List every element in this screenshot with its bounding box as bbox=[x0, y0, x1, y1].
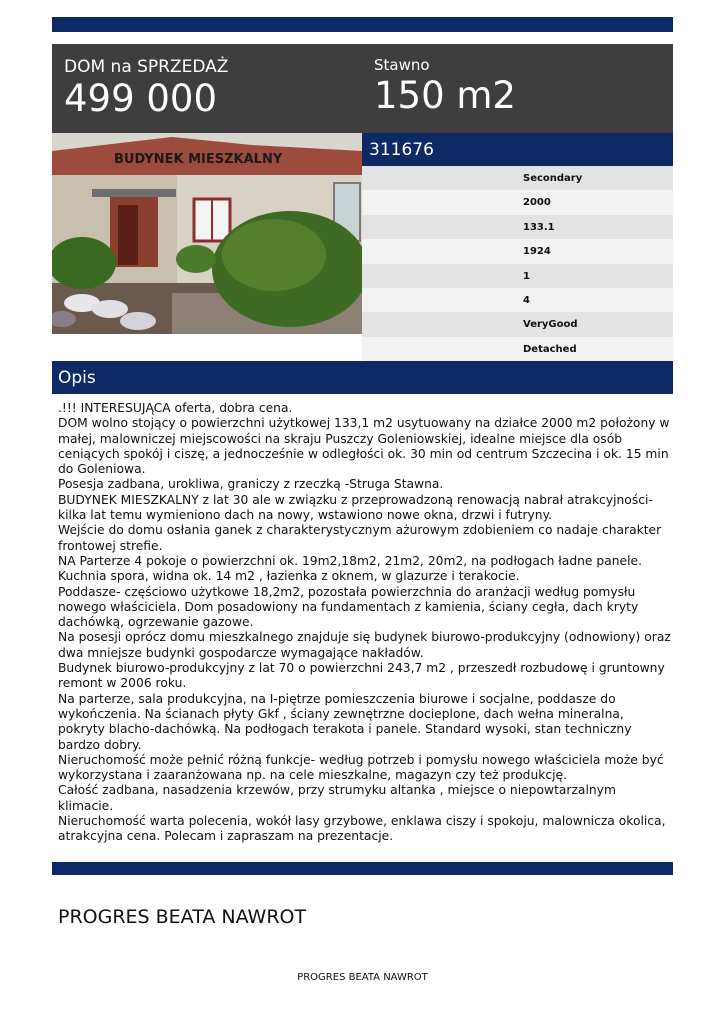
description-paragraph: Nieruchomość warta polecenia, wokół lasy grzybowe, enklawa ciszy i spokoju, malownicza okolica, atrakcyjna cena. Polecam i zapraszam na prezentacje. bbox=[58, 814, 666, 844]
listing-summary bbox=[52, 44, 673, 133]
detail-value: 4 bbox=[523, 294, 530, 306]
detail-value: 133.1 bbox=[523, 221, 555, 233]
description-heading: Opis bbox=[58, 368, 96, 388]
listing-type: DOM na SPRZEDAŻ bbox=[64, 57, 229, 77]
listing-location: Stawno bbox=[374, 56, 430, 74]
detail-value: 1 bbox=[523, 270, 530, 282]
description-paragraph: NA Parterze 4 pokoje o powierzchni ok. 19m2,18m2, 21m2, 20m2, na podłogach ładne panele. bbox=[58, 553, 642, 568]
details-row bbox=[362, 337, 673, 361]
details-row bbox=[362, 312, 673, 336]
description-paragraph: Na parterze, sala produkcyjna, na I-piętrze pomieszczenia biurowe i socjalne, poddasze do wykończenia. Na ścianach płyty Gkf , ściany zewnętrzne docieplone, dach wełna mineralna, pokryty blacho-dachówką. Na podłogach terakota i panele. Standard wysoki, stan techniczny bardzo dobry. bbox=[58, 691, 632, 752]
photo-sign-text: BUDYNEK MIESZKALNY bbox=[114, 152, 283, 167]
header-accent-bar bbox=[52, 17, 673, 32]
description-paragraph: Wejście do domu osłania ganek z charakterystycznym ażurowym zdobieniem co nadaje charakter frontowej strefie. bbox=[58, 523, 662, 553]
listing-id: 311676 bbox=[369, 140, 434, 160]
details-row bbox=[362, 166, 673, 190]
detail-value: 1924 bbox=[523, 246, 551, 258]
description-text bbox=[58, 401, 673, 845]
details-row bbox=[362, 288, 673, 312]
description-paragraph: Nieruchomość może pełnić różną funkcje- według potrzeb i pomysłu nowego właściciela może być wykorzystana i zaaranżowana np. na cele mieszkalne, magazyn czy też produkcję. bbox=[58, 752, 664, 783]
detail-value: Secondary bbox=[523, 173, 583, 184]
footer-accent-bar bbox=[52, 862, 673, 875]
description-paragraph: Poddasze- częściowo użytkowe 18,2m2, pozostała powierzchnia do aranżacji według pomysłu nowego właściciela. Dom posadowiony na fundamentach z kamienia, ściany cegła, dach kryty dachówką, ogrzewanie gazowe. bbox=[58, 584, 639, 630]
detail-value: Detached bbox=[523, 343, 577, 355]
detail-value: VeryGood bbox=[523, 319, 578, 331]
description-paragraph: BUDYNEK MIESZKALNY z lat 30 ale w związku z przeprowadzoną renowacją nabrał atrakcyjności-kilka lat temu wymieniono dach na nowy, wstawiono nowe okna, drzwi i futryny. bbox=[58, 492, 653, 523]
description-paragraph: .!!! INTERESUJĄCA oferta, dobra cena. bbox=[58, 401, 293, 415]
listing-id-bar bbox=[362, 133, 673, 166]
property-photo bbox=[52, 133, 362, 334]
description-paragraph: Posesja zadbana, urokliwa, graniczy z rzeczką -Struga Stawna. bbox=[58, 477, 444, 492]
details-table bbox=[362, 166, 673, 361]
listing-price: 499 000 bbox=[64, 77, 218, 120]
detail-value: 2000 bbox=[523, 197, 551, 209]
page-footer: PROGRES BEATA NAWROT bbox=[297, 972, 428, 983]
details-row bbox=[362, 239, 673, 263]
description-paragraph: Całość zadbana, nasadzenia krzewów, przy strumyku altanka , miejsce o niepowtarzalnym klimacie. bbox=[58, 783, 616, 813]
details-row bbox=[362, 215, 673, 239]
description-paragraph: Na posesji oprócz domu mieszkalnego znajduje się budynek biurowo-produkcyjny (odnowiony) oraz dwa mniejsze budynki gospodarcze wymagające nakładów. bbox=[58, 630, 671, 660]
agency-name: PROGRES BEATA NAWROT bbox=[58, 906, 307, 928]
listing-area: 150 m2 bbox=[374, 74, 516, 117]
description-paragraph: Kuchnia spora, widna ok. 14 m2 , łazienka z oknem, w glazurze i terakocie. bbox=[58, 569, 520, 584]
description-paragraph: DOM wolno stojący o powierzchni użytkowej 133,1 m2 usytuowany na działce 2000 m2 położony w małej, malowniczej miejscowości na skraju Puszczy Goleniowskiej, idealne miejsce dla osób ceniących spokój i ciszę, a jednocześnie w odległości ok. 30 min od centrum Szczecina i ok. 15 min do Goleniowa. bbox=[58, 416, 670, 477]
description-header bbox=[52, 361, 673, 394]
details-row bbox=[362, 264, 673, 288]
description-paragraph: Budynek biurowo-produkcyjny z lat 70 o powierzchni 243,7 m2 , przeszedł rozbudowę i gruntowny remont w 2006 roku. bbox=[58, 661, 665, 691]
details-row bbox=[362, 190, 673, 214]
